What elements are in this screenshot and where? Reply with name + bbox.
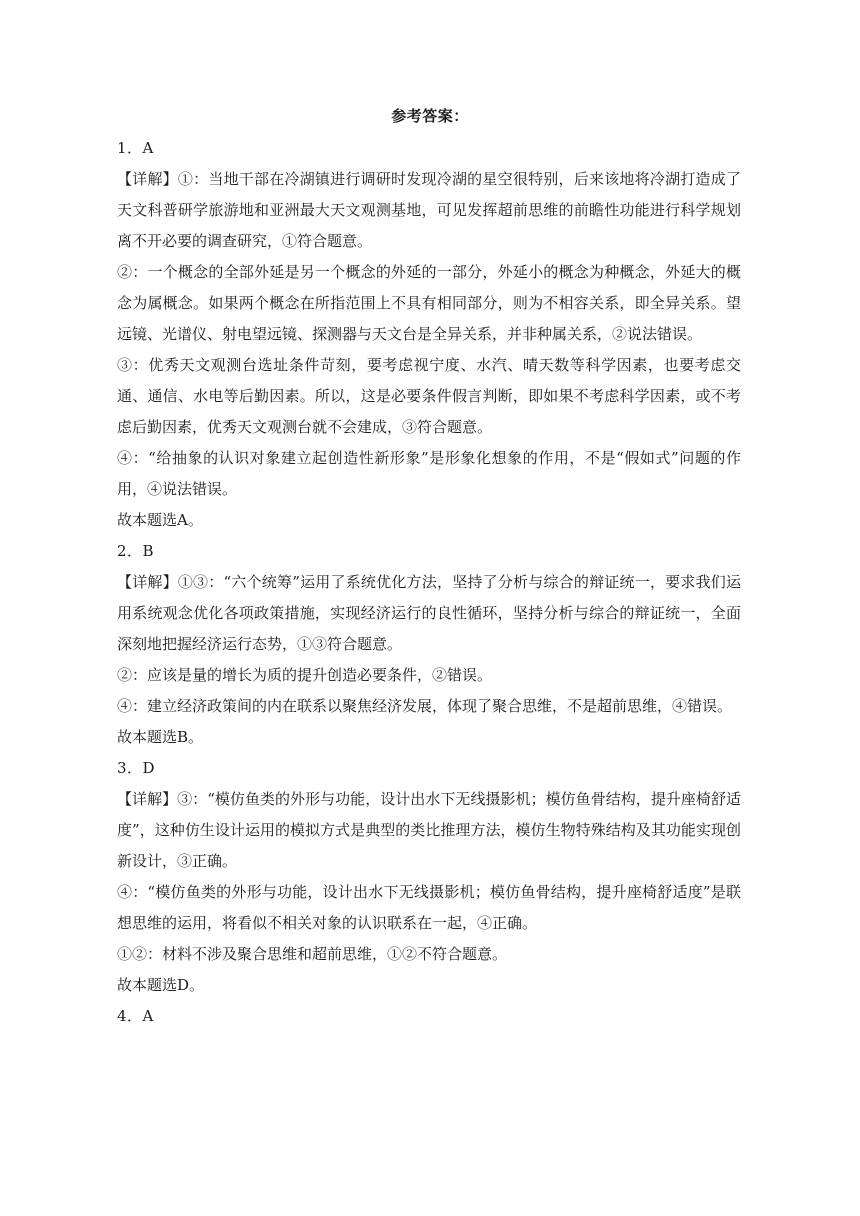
page-title: 参考答案： [391, 107, 469, 125]
question-number: 1．A [117, 139, 154, 157]
answer-paragraph: ④：“给抽象的认识对象建立起创造性新形象”是形象化想象的作用，不是“假如式”问题的作用，④说法错误。 [117, 449, 741, 498]
question-number: 4．A [117, 1007, 154, 1025]
answer-paragraph: 【详解】①③：“六个统筹”运用了系统优化方法，坚持了分析与综合的辩证统一，要求我们运用系统观念优化各项政策措施，实现经济运行的良性循环，坚持分析与综合的辩证统一，全面深刻地把握经济运行态势，①③符合题意。 [117, 573, 741, 653]
answer-conclusion: 故本题选D。 [117, 976, 205, 994]
answer-conclusion: 故本题选A。 [117, 511, 203, 529]
answer-paragraph: 【详解】①：当地干部在冷湖镇进行调研时发现冷湖的星空很特别，后来该地将冷湖打造成了天文科普研学旅游地和亚洲最大天文观测基地，可见发挥超前思维的前瞻性功能进行科学规划离不开必要的调查研究，①符合题意。 [117, 170, 741, 250]
question-number: 3．D [117, 759, 156, 777]
answer-paragraph: 【详解】③：“模仿鱼类的外形与功能，设计出水下无线摄影机；模仿鱼骨结构，提升座椅舒适度”，这种仿生设计运用的模拟方式是典型的类比推理方法，模仿生物特殊结构及其功能实现创新设计，③正确。 [117, 790, 741, 870]
answer-paragraph: ②：应该是量的增长为质的提升创造必要条件，②错误。 [117, 666, 493, 684]
answer-content [117, 133, 741, 1032]
answer-paragraph: ③：优秀天文观测台选址条件苛刻，要考虑视宁度、水汽、晴天数等科学因素，也要考虑交通、通信、水电等后勤因素。所以，这是必要条件假言判断，即如果不考虑科学因素，或不考虑后勤因素，优秀天文观测台就不会建成，③符合题意。 [117, 356, 741, 436]
question-3 [117, 753, 741, 1001]
answer-paragraph: ④：“模仿鱼类的外形与功能，设计出水下无线摄影机；模仿鱼骨结构，提升座椅舒适度”是联想思维的运用，将看似不相关对象的认识联系在一起，④正确。 [117, 883, 741, 932]
question-1 [117, 133, 741, 536]
question-4 [117, 1001, 741, 1032]
question-number: 2．B [117, 542, 155, 560]
answer-paragraph: ②：一个概念的全部外延是另一个概念的外延的一部分，外延小的概念为种概念，外延大的概念为属概念。如果两个概念在所指范围上不具有相同部分，则为不相容关系，即全异关系。望远镜、光谱仪、射电望远镜、探测器与天文台是全异关系，并非种属关系，②说法错误。 [117, 263, 741, 343]
answer-paragraph: ①②：材料不涉及聚合思维和超前思维，①②不符合题意。 [117, 945, 508, 963]
answer-conclusion: 故本题选B。 [117, 728, 204, 746]
answer-paragraph: ④：建立经济政策间的内在联系以聚焦经济发展，体现了聚合思维，不是超前思维，④错误。 [117, 697, 733, 715]
question-2 [117, 536, 741, 753]
